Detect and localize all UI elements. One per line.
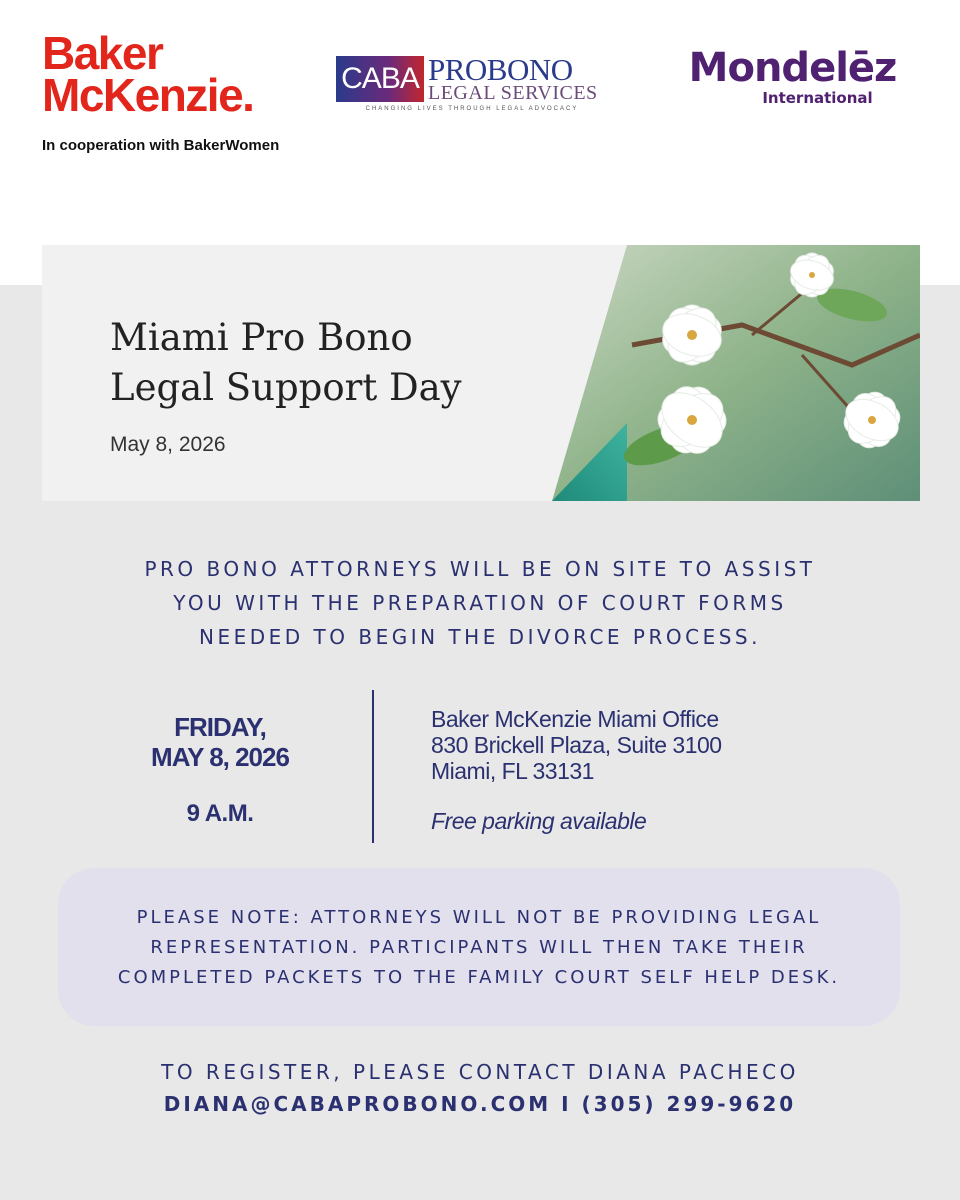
banner-date: May 8, 2026	[110, 433, 226, 456]
venue-street: 830 Brickell Plaza, Suite 3100	[431, 732, 722, 758]
venue-name: Baker McKenzie Miami Office	[431, 706, 719, 732]
register-contact[interactable]: DIANA@CABAPROBONO.COM I (305) 299-9620	[163, 1092, 797, 1116]
mondelez-logo-sub: International	[762, 89, 873, 107]
note-line1: PLEASE NOTE: ATTORNEYS WILL NOT BE PROVIDING LEGAL	[136, 907, 822, 928]
intro-line1: PRO BONO ATTORNEYS WILL BE ON SITE TO ASSIST	[144, 557, 816, 581]
venue-city: Miami, FL 33131	[431, 758, 594, 784]
event-banner	[42, 245, 920, 501]
cooperation-text: In cooperation with BakerWomen	[42, 137, 280, 154]
cherry-blossom-image	[552, 245, 920, 501]
note-line3: COMPLETED PACKETS TO THE FAMILY COURT SELF HELP DESK.	[117, 967, 841, 988]
mondelez-logo-name: Mondelēz	[688, 45, 897, 91]
note-line2: REPRESENTATION. PARTICIPANTS WILL THEN TAKE THEIR	[150, 937, 808, 958]
caba-logo-probono: PROBONO	[428, 52, 573, 87]
caba-probono-logo	[336, 54, 608, 118]
caba-logo-box: CABA	[336, 56, 424, 102]
intro-line2: YOU WITH THE PREPARATION OF COURT FORMS	[173, 591, 787, 615]
baker-logo-line1: Baker	[42, 27, 163, 79]
banner-title-line1: Miami Pro Bono	[110, 316, 413, 359]
baker-logo-line2: McKenzie.	[42, 69, 254, 121]
event-location-block	[431, 706, 722, 834]
register-instruction: TO REGISTER, PLEASE CONTACT DIANA PACHECO	[161, 1060, 799, 1084]
intro-line3: NEEDED TO BEGIN THE DIVORCE PROCESS.	[199, 625, 761, 649]
event-day: FRIDAY,	[174, 712, 266, 742]
note-text	[58, 903, 900, 993]
intro-text	[60, 552, 900, 654]
banner-title	[110, 313, 462, 413]
mondelez-logo	[665, 46, 920, 106]
event-time: 9 A.M.	[186, 800, 254, 827]
event-date-block	[100, 712, 340, 828]
parking-note: Free parking available	[431, 808, 647, 834]
vertical-divider	[372, 690, 374, 843]
event-date: MAY 8, 2026	[151, 742, 289, 772]
registration-block	[40, 1056, 920, 1120]
caba-logo-tagline: CHANGING LIVES THROUGH LEGAL ADVOCACY	[365, 106, 579, 112]
caba-logo-legal-services: LEGAL SERVICES	[428, 82, 598, 104]
please-note-box	[58, 868, 900, 1026]
baker-mckenzie-logo	[42, 27, 254, 121]
banner-title-line2: Legal Support Day	[110, 366, 462, 409]
